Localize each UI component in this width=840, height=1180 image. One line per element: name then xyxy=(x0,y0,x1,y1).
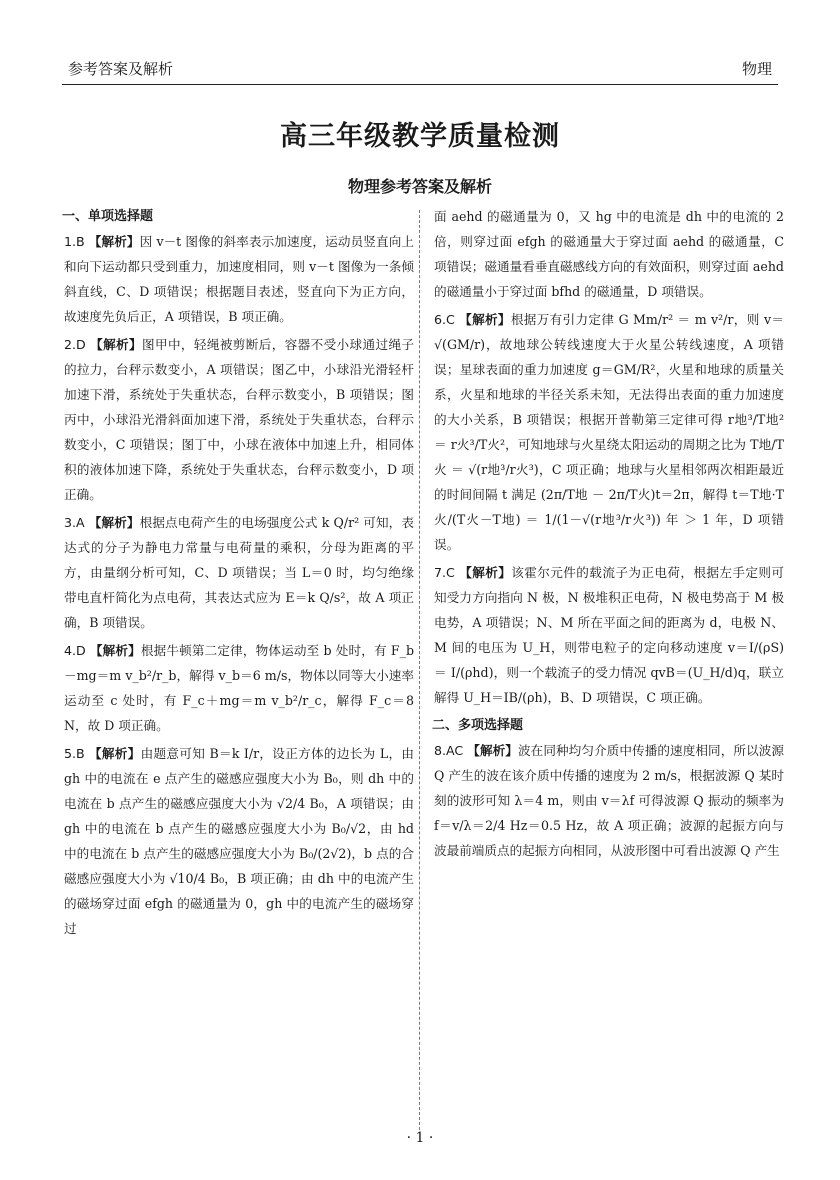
question-number: 1.B xyxy=(64,234,85,249)
question-body: 波在同种均匀介质中传播的速度相同，所以波源 Q 产生的波在该介质中传播的速度为 2 m/s，根据波源 Q 某时刻的波形可知 λ＝4 m，则由 v＝λf 可得波源 Q 振动的频率为 f＝v/λ＝2/4 Hz＝0.5 Hz，故 A 项正确；波源的起振方向与波最前端质点的起振方向相同，从波形图中可看出波源 Q 产生 xyxy=(434,743,785,858)
header-subject: 物理 xyxy=(741,60,772,78)
section-heading-single: 一、单项选择题 xyxy=(62,209,154,224)
question-number: 3.A xyxy=(64,515,85,530)
question-body: 面 aehd 的磁通量为 0，又 hg 中的电流是 dh 中的电流的 2 倍，则穿过面 efgh 的磁通量大于穿过面 aehd 的磁通量，C 项错误；磁通量看垂直磁感线方向的有效面积，则穿过面 aehd 的磁通量小于穿过面 bfhd 的磁通量，D 项错误。 xyxy=(434,209,784,299)
question-8 xyxy=(434,738,784,863)
question-number: 4.D xyxy=(64,643,86,658)
page-header xyxy=(62,50,778,85)
header-left-text: 参考答案及解析 xyxy=(68,60,174,78)
question-body: 根据点电荷产生的电场强度公式 k Q/r² 可知，表达式的分子为静电力常量与电荷量的乘积，分母为距离的平方，由量纲分析可知，C、D 项错误；当 L＝0 时，均匀绝缘带电直杆简化为点电荷，其表达式应为 E＝k Q/s²，故 A 项正确，B 项错误。 xyxy=(64,515,414,630)
question-body: 该霍尔元件的载流子为正电荷，根据左手定则可知受力方向指向 N 极，N 极堆积正电荷，N 极电势高于 M 极电势，A 项错误；N、M 所在平面之间的距离为 d，电极 N、M 间的电压为 U_H，则带电粒子的定向移动速度 v＝I/(ρS) ＝ I/(ρhd)，则一个载流子的受力情况 qvB＝(U_H/d)q，联立解得 U_H＝IB/(ρh)，B、D 项错误，C 项正确。 xyxy=(434,565,784,705)
analysis-tag: 【解析】 xyxy=(90,337,142,352)
section-heading-multi: 二、多项选择题 xyxy=(432,718,524,733)
question-body: 根据万有引力定律 G Mm/r² ＝ m v²/r，则 v＝√(GM/r)，故地球公转线速度大于火星公转线速度，A 项错误；星球表面的重力加速度 g＝GM/R²，火星和地球的质量关系，火星和地球的半径关系未知，无法得出表面的重力加速度的大小关系，B 项错误；根据开普勒第三定律可得 r地³/T地² ＝ r火³/T火²，可知地球与火星绕太阳运动的周期之比为 T地/T火 ＝ √(r地³/r火³)，C 项正确；地球与火星相邻两次相距最近的时间间隔 t 满足 (2π/T地 － 2π/T火)t＝2π，解得 t＝T地·T火/(T火－T地) ＝ 1/(1－√(r地³/r火³)) 年 ＞ 1 年，D 项错误。 xyxy=(434,312,784,552)
analysis-tag: 【解析】 xyxy=(467,743,518,758)
question-number: 8.AC xyxy=(434,743,464,758)
right-column xyxy=(434,204,784,866)
left-column xyxy=(64,204,414,944)
analysis-tag: 【解析】 xyxy=(88,515,140,530)
column-divider xyxy=(419,210,420,1130)
page-subtitle: 物理参考答案及解析 xyxy=(347,177,492,196)
question-7 xyxy=(434,560,784,710)
question-number: 5.B xyxy=(64,746,85,761)
question-4 xyxy=(64,638,414,738)
question-3 xyxy=(64,510,414,635)
question-1 xyxy=(64,229,414,329)
question-6 xyxy=(434,307,784,557)
analysis-tag: 【解析】 xyxy=(88,234,140,249)
page-title: 高三年级教学质量检测 xyxy=(280,121,560,152)
question-number: 7.C xyxy=(434,565,455,580)
question-5-continued xyxy=(434,204,784,304)
page-number: · 1 · xyxy=(406,1130,434,1146)
question-2 xyxy=(64,332,414,507)
question-number: 2.D xyxy=(64,337,86,352)
question-number: 6.C xyxy=(434,312,455,327)
analysis-tag: 【解析】 xyxy=(459,565,512,580)
question-body: 根据牛顿第二定律，物体运动至 b 处时，有 F_b－mg＝m v_b²/r_b，解得 v_b＝6 m/s，物体以同等大小速率运动至 c 处时，有 F_c＋mg＝m v_b²/r_c，解得 F_c＝8 N，故 D 项正确。 xyxy=(64,643,415,733)
question-body: 由题意可知 B＝k I/r，设正方体的边长为 L，由 gh 中的电流在 e 点产生的磁感应强度大小为 B₀，则 dh 中的电流在 b 点产生的磁感应强度大小为 √2/4 B₀，A 项错误；由 gh 中的电流在 b 点产生的磁感应强度大小为 B₀/√2，由 hd 中的电流在 b 点产生的磁感应强度大小为 B₀/(2√2)，b 点的合磁感应强度大小为 √10/4 B₀，B 项正确；由 dh 中的电流产生的磁场穿过面 efgh 的磁通量为 0，gh 中的电流产生的磁场穿过 xyxy=(64,746,415,936)
analysis-tag: 【解析】 xyxy=(89,643,141,658)
question-body: 图甲中，轻绳被剪断后，容器不受小球通过绳子的拉力，台秤示数变小，A 项错误；图乙中，小球沿光滑轻杆加速下滑，系统处于失重状态，台秤示数变小，B 项错误；图丙中，小球沿光滑斜面加速下滑，系统处于失重状态，台秤示数变小，C 项错误；图丁中，小球在液体中加速上升，相同体积的液体加速下降，系统处于失重状态，台秤示数变小，D 项正确。 xyxy=(64,337,415,502)
analysis-tag: 【解析】 xyxy=(88,746,141,761)
question-5 xyxy=(64,741,414,941)
question-body: 因 v－t 图像的斜率表示加速度，运动员竖直向上和向下运动都只受到重力，加速度相同，则 v－t 图像为一条倾斜直线，C、D 项错误；根据题目表述，竖直向下为正方向，故速度先负后正，A 项错误，B 项正确。 xyxy=(64,234,414,324)
analysis-tag: 【解析】 xyxy=(459,312,511,327)
